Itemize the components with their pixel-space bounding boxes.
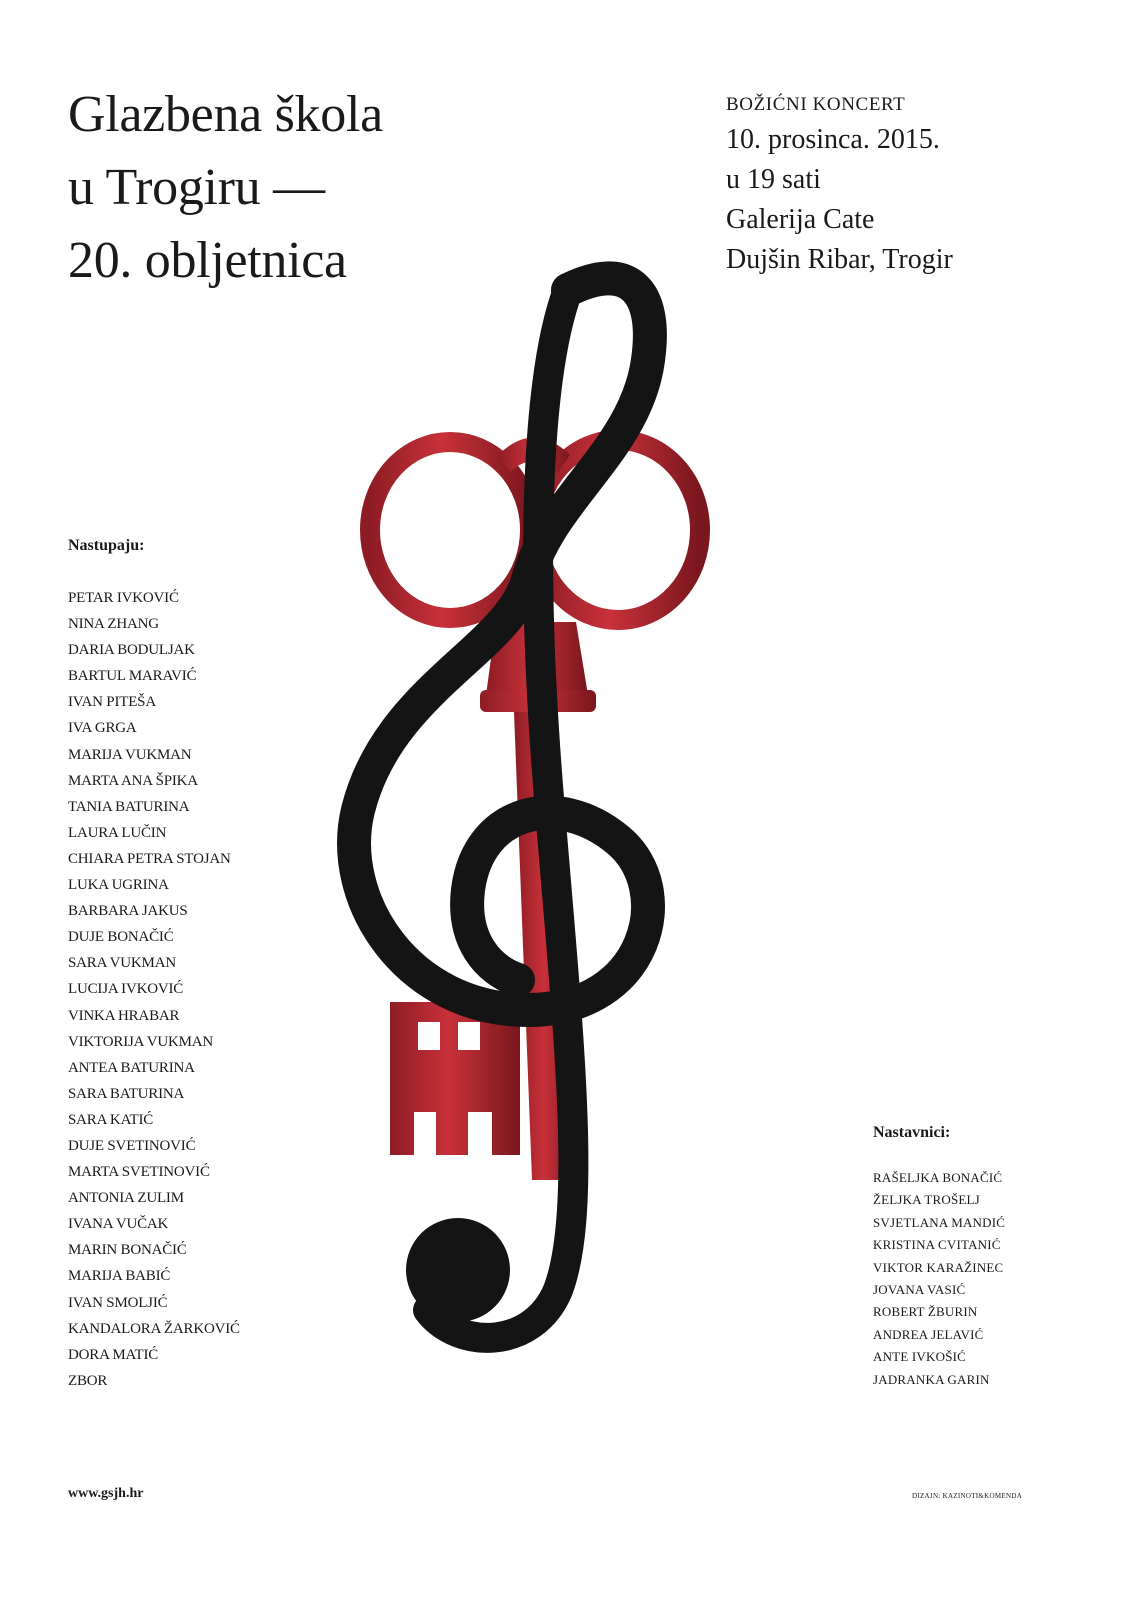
key-treble-clef-illustration [318,250,738,1400]
title-line-1: Glazbena škola [68,86,383,143]
teacher-name: ANTE IVKOŠIĆ [873,1349,967,1365]
design-credit: DIZAJN: KAZINOTI&KOMENDA [912,1492,1023,1500]
performer-name: LUCIJA IVKOVIĆ [68,981,184,998]
teacher-name: ANDREA JELAVIĆ [873,1326,984,1342]
performer-name: VIKTORIJA VUKMAN [68,1033,214,1050]
event-label: BOŽIĆNI KONCERT [726,94,906,115]
teacher-name: KRISTINA CVITANIĆ [873,1237,1001,1253]
teacher-name: RAŠELJKA BONAČIĆ [873,1170,1003,1185]
performer-name: ANTONIA ZULIM [68,1190,184,1207]
performer-name: DORA MATIĆ [68,1346,159,1363]
teacher-name: SVJETLANA MANDIĆ [873,1214,1006,1230]
performers-heading: Nastupaju: [68,537,145,554]
performer-name: VINKA HRABAR [68,1007,180,1024]
performer-name: IVANA VUČAK [68,1216,169,1233]
performer-name: PETAR IVKOVIĆ [68,590,179,606]
performer-name: IVA GRGA [68,720,137,737]
teacher-name: ŽELJKA TROŠELJ [873,1192,980,1208]
performer-name: BARBARA JAKUS [68,903,188,920]
performer-name: MARIN BONAČIĆ [68,1242,187,1259]
event-details [726,92,953,280]
performer-name: MARIJA BABIĆ [68,1268,171,1285]
title-line-2: u Trogiru — [68,159,325,216]
performer-name: SARA VUKMAN [68,955,176,972]
teachers-list [873,1167,1005,1391]
performer-name: KANDALORA ŽARKOVIĆ [68,1320,240,1337]
performer-name: DARIA BODULJAK [68,642,195,659]
teacher-name: JADRANKA GARIN [873,1371,990,1387]
event-time: u 19 sati [726,164,821,195]
performers-list [68,585,240,1394]
event-location: Dujšin Ribar, Trogir [726,244,953,275]
performer-name: LUKA UGRINA [68,877,169,894]
teacher-name: JOVANA VASIĆ [873,1282,966,1298]
performer-name: ZBOR [68,1372,108,1389]
performer-name: DUJE SVETINOVIĆ [68,1137,196,1154]
performer-name: SARA BATURINA [68,1085,185,1102]
performer-name: CHIARA PETRA STOJAN [68,850,231,867]
performer-name: IVAN SMOLJIĆ [68,1294,168,1311]
performer-name: MARIJA VUKMAN [68,746,192,763]
performer-name: LAURA LUČIN [68,824,167,841]
performer-name: TANIA BATURINA [68,798,190,815]
performer-name: BARTUL MARAVIĆ [68,668,197,685]
performer-name: MARTA ANA ŠPIKA [68,772,198,789]
performer-name: IVAN PITEŠA [68,694,156,711]
performer-name: SARA KATIĆ [68,1111,154,1128]
event-venue: Galerija Cate [726,204,875,235]
event-date: 10. prosinca. 2015. [726,124,940,155]
performer-name: NINA ZHANG [68,616,159,633]
title-line-3: 20. obljetnica [68,232,347,289]
website-link[interactable]: www.gsjh.hr [68,1486,144,1501]
performer-name: MARTA SVETINOVIĆ [68,1164,210,1181]
teacher-name: ROBERT ŽBURIN [873,1304,978,1320]
teacher-name: VIKTOR KARAŽINEC [873,1259,1004,1275]
performer-name: DUJE BONAČIĆ [68,929,174,946]
teachers-heading: Nastavnici: [873,1124,951,1141]
performer-name: ANTEA BATURINA [68,1059,195,1076]
treble-clef-icon [354,278,650,1337]
